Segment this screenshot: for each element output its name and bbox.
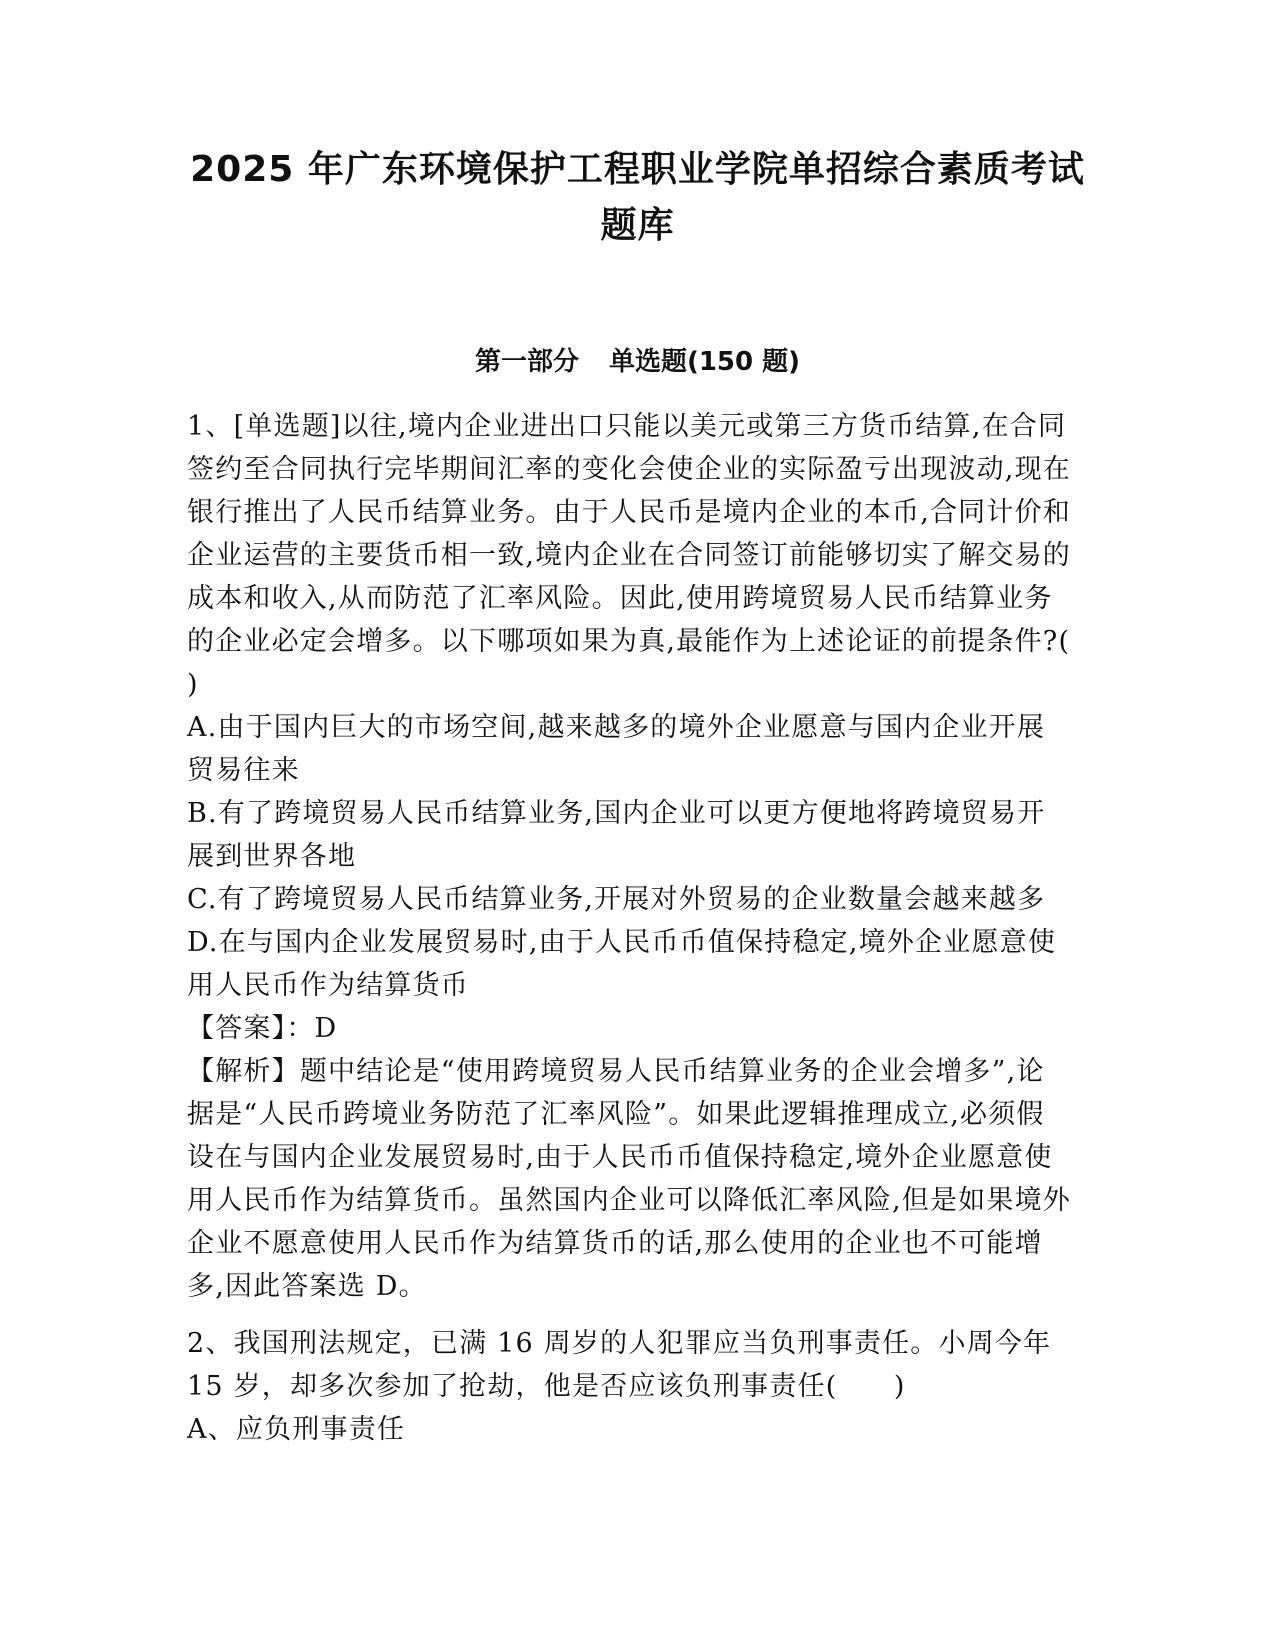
answer-value: ：D (286, 1013, 338, 1044)
document-title-line-1: 2025 年广东环境保护工程职业学院单招综合素质考试 (190, 149, 1085, 190)
answer-label: 【答案】 (187, 1013, 287, 1044)
question-1 (187, 405, 1072, 1308)
section-title (150, 342, 1125, 382)
answer-line (187, 1007, 1072, 1050)
document-title (150, 142, 1125, 254)
option-a: A、应负刑事责任 (187, 1414, 406, 1445)
document-title-line-2: 题库 (600, 205, 675, 246)
analysis-text: 题中结论是“使用跨境贸易人民币结算业务的企业会增多”,论据是“人民币跨境业务防范了汇率风险”。如果此逻辑推理成立,必须假设在与国内企业发展贸易时,由于人民币币值保持稳定,境外企业愿意使用人民币作为结算货币。虽然国内企业可以降低汇率风险,但是如果境外企业不愿意使用人民币作为结算货币的话,那么使用的企业也不可能增多,因此答案选 D。 (187, 1056, 1071, 1302)
question-stem: 2、我国刑法规定，已满 16 周岁的人犯罪应当负刑事责任。小周今年 15 岁，却多次参加了抢劫，他是否应该负刑事责任( ) (187, 1328, 1052, 1402)
option-a: A.由于国内巨大的市场空间,越来越多的境外企业愿意与国内企业开展贸易往来 (187, 712, 1046, 786)
option-d: D.在与国内企业发展贸易时,由于人民币币值保持稳定,境外企业愿意使用人民币作为结算货币 (187, 927, 1057, 1001)
analysis-label: 【解析】 (187, 1056, 300, 1087)
section-name: 单选题(150 题) (608, 347, 801, 377)
question-2 (187, 1322, 1072, 1451)
option-c: C.有了跨境贸易人民币结算业务,开展对外贸易的企业数量会越来越多 (187, 884, 1046, 915)
analysis-paragraph (187, 1050, 1072, 1308)
question-stem: 1、[单选题]以往,境内企业进出口只能以美元或第三方货币结算,在合同签约至合同执行完毕期间汇率的变化会使企业的实际盈亏出现波动,现在银行推出了人民币结算业务。由于人民币是境内企业的本币,合同计价和企业运营的主要货币相一致,境内企业在合同签订前能够切实了解交易的成本和收入,从而防范了汇率风险。因此,使用跨境贸易人民币结算业务的企业必定会增多。以下哪项如果为真,最能作为上述论证的前提条件?( ) (187, 411, 1071, 700)
question-list (187, 405, 1072, 1451)
section-part: 第一部分 (474, 347, 579, 377)
option-b: B.有了跨境贸易人民币结算业务,国内企业可以更方便地将跨境贸易开展到世界各地 (187, 798, 1046, 872)
